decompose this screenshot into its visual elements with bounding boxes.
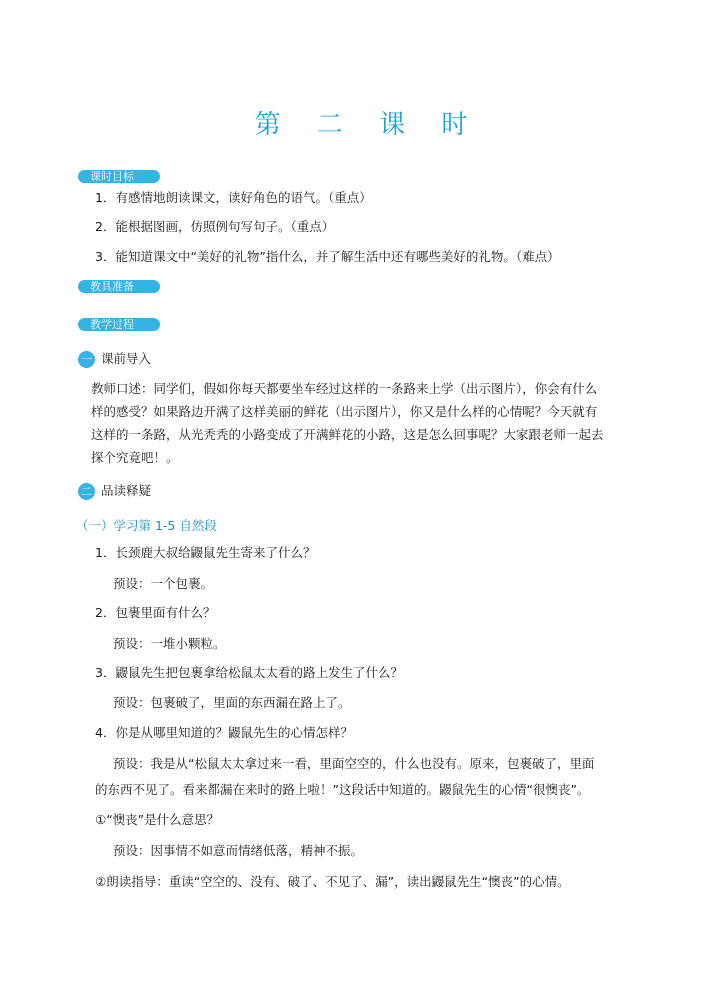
subsection-heading: （一）学习第 1-5 自然段 xyxy=(76,518,217,533)
section-heading-intro: 课前导入 xyxy=(101,351,152,366)
goal-item-3: 3．能知道课文中“美好的礼物”指什么，并了解生活中还有哪些美好的礼物。（难点） xyxy=(95,249,560,264)
section-heading-reading: 品读释疑 xyxy=(101,483,152,498)
tag-lesson-goals: 课时目标 xyxy=(78,170,160,183)
answer-3: 预设：包裹破了，里面的东西漏在路上了。 xyxy=(113,695,351,710)
tag-teaching-process: 教学过程 xyxy=(78,318,160,331)
question-3: 3．鼹鼠先生把包裹拿给松鼠太太看的路上发生了什么？ xyxy=(95,665,403,680)
section-number-1: 一 xyxy=(78,351,95,368)
answer-4-line-2: 的东西不见了。看来都漏在来时的路上啦！”这段话中知道的。鼹鼠先生的心情“很懊丧”。 xyxy=(95,782,590,797)
question-2: 2．包裹里面有什么？ xyxy=(95,605,216,620)
goal-item-2: 2．能根据图画，仿照例句写句子。（重点） xyxy=(95,219,335,234)
intro-line-1: 教师口述：同学们，假如你每天都要坐车经过这样的一条路来上学（出示图片），你会有什么 xyxy=(91,381,598,396)
sub-question-1: ①“懊丧”是什么意思？ xyxy=(95,812,220,827)
intro-line-4: 探个究竟吧！。 xyxy=(91,450,179,465)
question-1: 1．长颈鹿大叔给鼹鼠先生寄来了什么？ xyxy=(95,545,316,560)
tag-teaching-aids: 教具准备 xyxy=(78,280,160,293)
reading-guidance: ②朗读指导：重读“空空的、没有、破了、不见了、漏”，读出鼹鼠先生“懊丧”的心情。 xyxy=(95,874,570,889)
section-number-2: 二 xyxy=(78,483,95,500)
goal-item-1: 1．有感情地朗读课文，读好角色的语气。（重点） xyxy=(95,190,372,205)
intro-line-2: 样的感受？如果路边开满了这样美丽的鲜花（出示图片），你又是什么样的心情呢？今天就有 xyxy=(91,404,598,419)
intro-paragraph xyxy=(91,377,661,469)
question-4: 4．你是从哪里知道的？鼹鼠先生的心情怎样？ xyxy=(95,725,353,740)
answer-1: 预设：一个包裹。 xyxy=(113,576,214,591)
intro-line-3: 这样的一条路，从光秃秃的小路变成了开满鲜花的小路，这是怎么回事呢？大家跟老师一起去 xyxy=(91,427,604,442)
page-title: 第 二 课 时 xyxy=(254,110,482,140)
sub-answer-1: 预设：因事情不如意而情绪低落，精神不振。 xyxy=(113,843,364,858)
answer-2: 预设：一堆小颗粒。 xyxy=(113,636,226,651)
answer-4-line-1: 预设：我是从“松鼠太太拿过来一看，里面空空的，什么也没有。原来，包裹破了，里面 xyxy=(113,756,595,771)
